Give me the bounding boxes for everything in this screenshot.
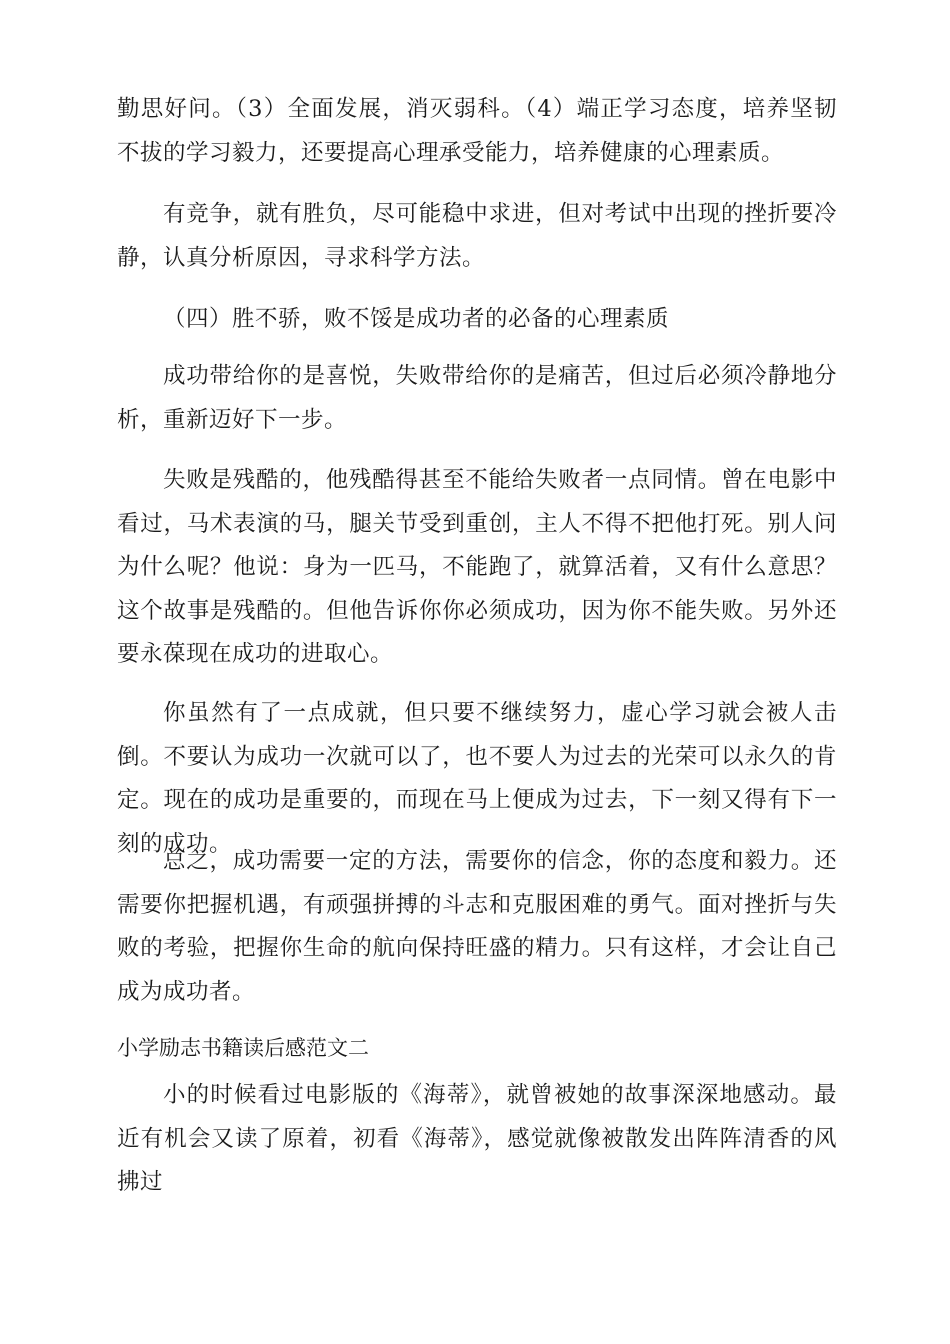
paragraph-subheading-four: （四）胜不骄，败不馁是成功者的必备的心理素质 xyxy=(163,306,670,332)
paragraph-competition: 有竞争，就有胜负，尽可能稳中求进，但对考试中出现的挫折要冷静，认真分析原因，寻求科学方法。 xyxy=(117,201,837,271)
section-title: 小学励志书籍读后感范文二 xyxy=(117,1036,369,1060)
paragraph-keep-learning: 你虽然有了一点成就，但只要不继续努力，虚心学习就会被人击倒。不要认为成功一次就可以了，也不要人为过去的光荣可以永久的肯定。现在的成功是重要的，而现在马上便成为过去，下一刻又得有下一刻的成功。 xyxy=(117,700,837,857)
paragraph-failure-cruel: 失败是残酷的，他残酷得甚至不能给失败者一点同情。曾在电影中看过，马术表演的马，腿关节受到重创，主人不得不把他打死。别人问为什么呢？他说：身为一匹马，不能跑了，就算活着，又有什么意思？这个故事是残酷的。但他告诉你你必须成功，因为你不能失败。另外还要永葆现在成功的进取心。 xyxy=(117,467,837,667)
paragraph-study-advice: 勤思好问。（3）全面发展，消灭弱科。（4）端正学习态度，培养坚韧不拔的学习毅力，还要提高心理承受能力，培养健康的心理素质。 xyxy=(117,96,837,166)
paragraph-conclusion: 总之，成功需要一定的方法，需要你的信念，你的态度和毅力。还需要你把握机遇，有顽强拼搏的斗志和克服困难的勇气。面对挫折与失败的考验，把握你生命的航向保持旺盛的精力。只有这样，才会让自己成为成功者。 xyxy=(117,848,837,1005)
paragraph-success-joy: 成功带给你的是喜悦，失败带给你的是痛苦，但过后必须冷静地分析，重新迈好下一步。 xyxy=(117,363,837,433)
paragraph-heidi-intro: 小的时候看过电影版的《海蒂》，就曾被她的故事深深地感动。最近有机会又读了原着，初看《海蒂》，感觉就像被散发出阵阵清香的风拂过 xyxy=(117,1082,837,1195)
